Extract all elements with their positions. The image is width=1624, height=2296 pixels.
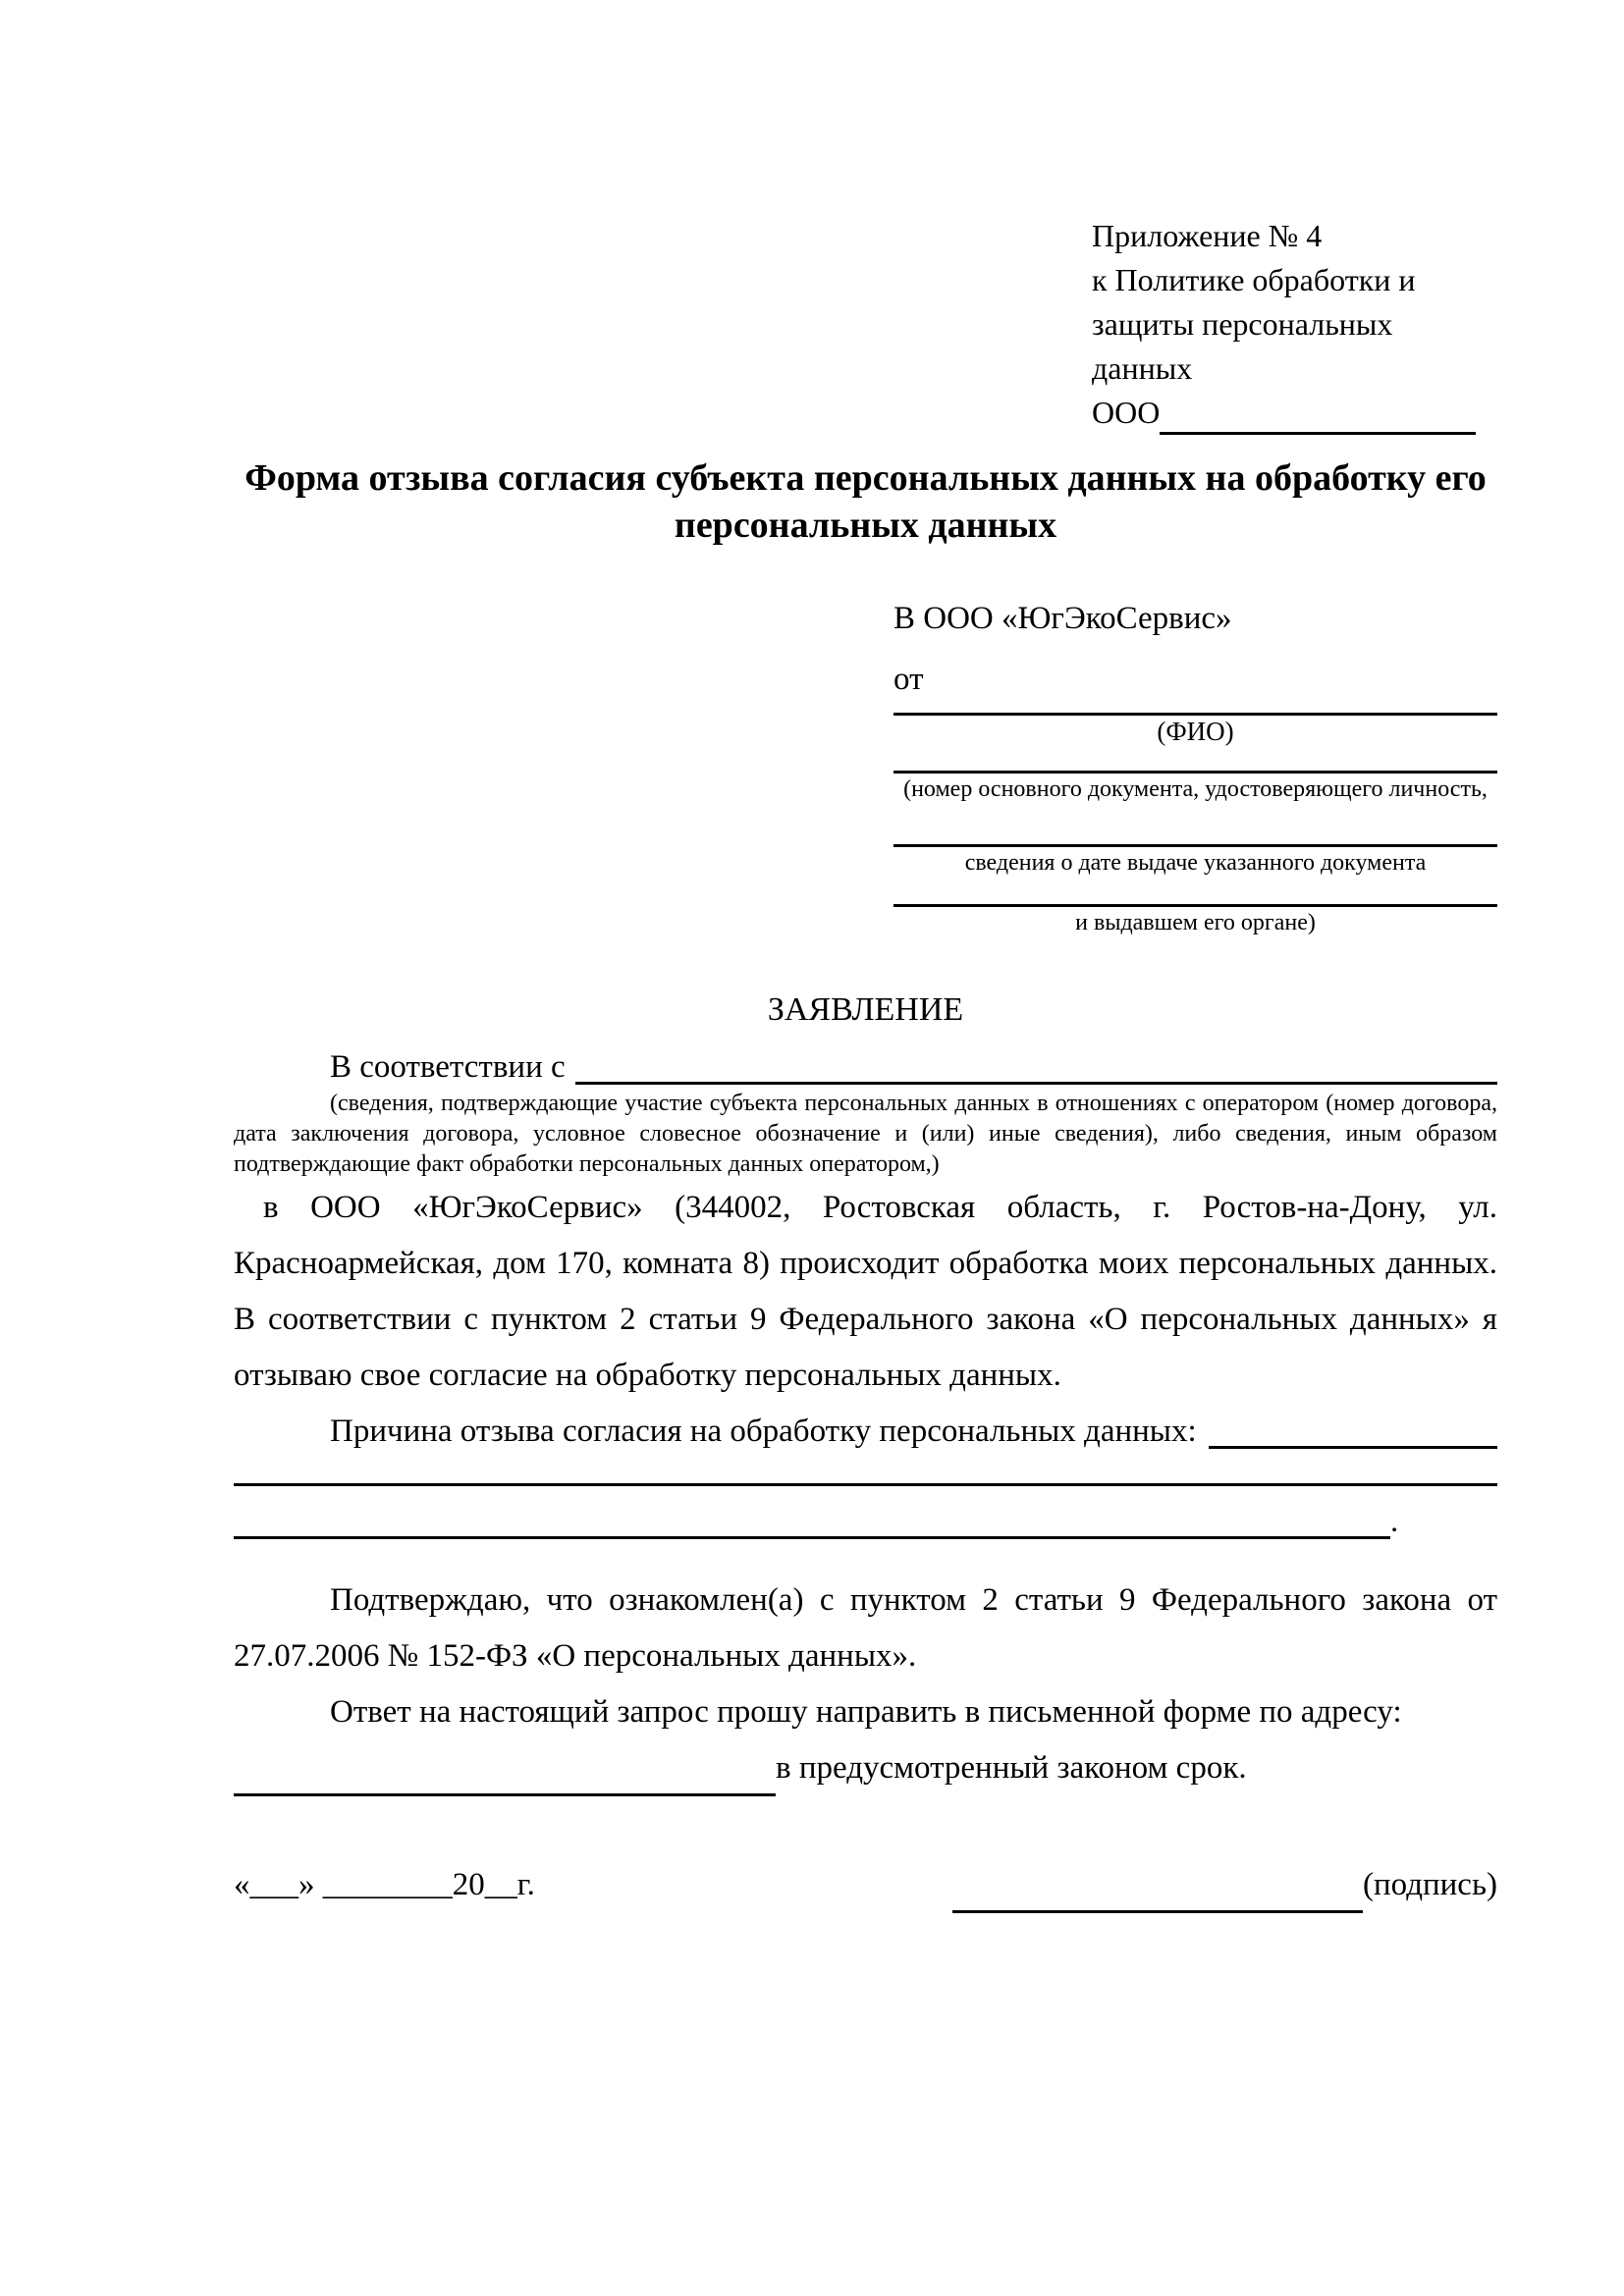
issue-date-blank-field[interactable] <box>893 806 1497 847</box>
annex-block <box>1092 214 1497 435</box>
statement-heading: ЗАЯВЛЕНИЕ <box>767 991 964 1028</box>
reason-blank-line-2-field[interactable] <box>234 1486 1390 1539</box>
confirm-paragraph: Подтверждаю, что ознакомлен(а) с пунктом 2 статьи 9 Федерального закона от 27.07.2006 № 152-ФЗ «О персональных данных». <box>234 1582 1497 1674</box>
reason-blank-field[interactable] <box>1209 1404 1497 1449</box>
address-blank-field[interactable] <box>234 1751 776 1796</box>
addressee-to: В ООО «ЮгЭкоСервис» <box>893 601 1232 636</box>
accordance-row <box>234 1045 1497 1089</box>
document-number-caption: (номер основного документа, удостоверяющего личность, <box>903 776 1488 802</box>
address-row <box>234 1740 1497 1796</box>
annex-line-2: к Политике обработки и <box>1092 262 1416 297</box>
issuing-authority-blank-field[interactable] <box>893 880 1497 907</box>
issuing-authority-caption: и выдавшем его органе) <box>1075 910 1316 935</box>
annex-ooo-row <box>1092 391 1497 435</box>
body-paragraph: в ООО «ЮгЭкоСервис» (344002, Ростовская область, г. Ростов-на-Дону, ул. Красноармейская, дом 170, комната 8) происходит обработка моих персональных данных. В соответствии с пунктом 2 статьи 9 Федерального закона «О персональных данных» я отзываю свое согласие на обработку персональных данных. <box>234 1190 1497 1393</box>
answer-paragraph: Ответ на настоящий запрос прошу направить в письменной форме по адресу: <box>330 1694 1402 1730</box>
line-end-period: . <box>1390 1504 1399 1539</box>
signature-blank-field[interactable] <box>952 1868 1363 1913</box>
date-blank-line[interactable]: «___» ________20__г. <box>234 1867 535 1902</box>
document-title: Форма отзыва согласия субъекта персональных данных на обработку его персональных данных <box>244 457 1487 546</box>
fio-caption: (ФИО) <box>1157 717 1234 746</box>
ooo-blank-field[interactable] <box>1160 400 1476 435</box>
date-signature-row <box>234 1857 1497 1913</box>
reason-blank-line-2 <box>234 1486 1497 1539</box>
document-number-blank-field[interactable] <box>893 748 1497 774</box>
signature-caption: (подпись) <box>1363 1867 1497 1902</box>
annex-line-3: защиты персональных данных <box>1092 306 1393 386</box>
accordance-caption: (сведения, подтверждающие участие субъекта персональных данных в отношениях с оператором (номер договора, дата заключения договора, условное словесное обозначение и (или) иные сведения), либо сведения, иным образом подтверждающие факт обработки персональных данных оператором,) <box>234 1091 1497 1177</box>
reason-row <box>234 1404 1497 1460</box>
accordance-label: В соответствии с <box>330 1049 566 1085</box>
reason-label: Причина отзыва согласия на обработку персональных данных: <box>330 1414 1197 1449</box>
reason-blank-line-1[interactable] <box>234 1460 1497 1486</box>
term-text: в предусмотренный законом срок. <box>776 1750 1247 1786</box>
issue-date-caption: сведения о дате выдаче указанного документа <box>964 850 1427 876</box>
annex-line-1: Приложение № 4 <box>1092 218 1323 253</box>
ooo-label: ООО <box>1092 395 1161 430</box>
signature-group <box>952 1857 1497 1913</box>
addressee-block <box>893 588 1497 939</box>
addressee-from-label: от <box>893 662 924 697</box>
accordance-blank-field[interactable] <box>575 1045 1497 1085</box>
